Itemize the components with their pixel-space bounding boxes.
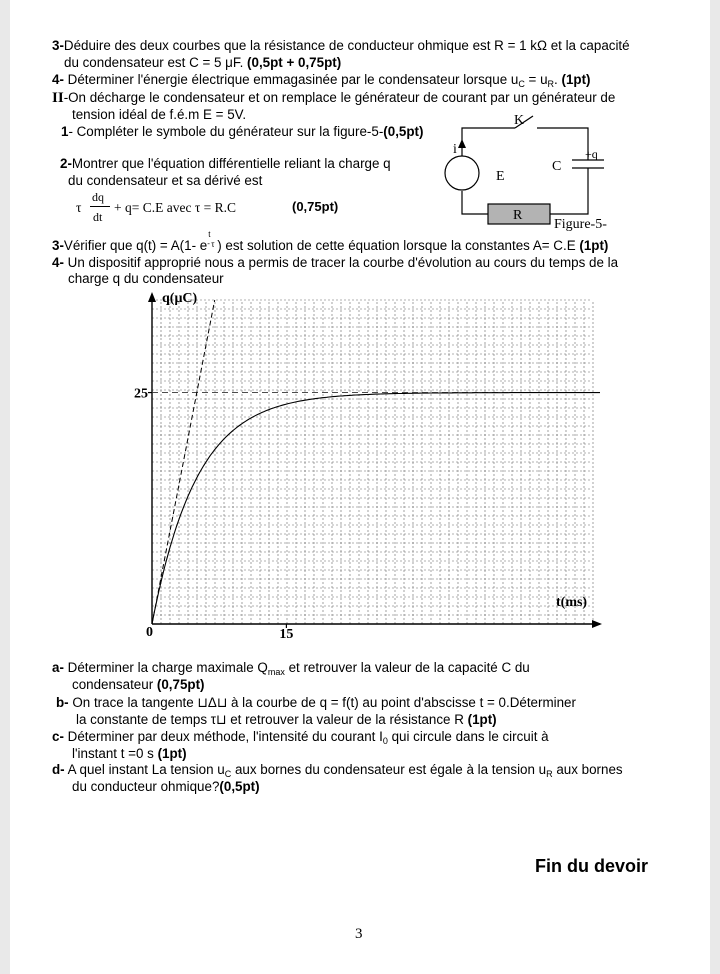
subscript: 0 [382, 736, 388, 746]
origin-label: 0 [146, 625, 153, 640]
current-arrow-icon [458, 139, 466, 148]
question-text: = u [524, 72, 548, 87]
generator-symbol [445, 156, 479, 190]
question-number: 4- [52, 72, 64, 87]
question-text: du condensateur et sa dérivé est [68, 173, 263, 188]
question-a-line2 [72, 677, 205, 693]
current-label: i [453, 142, 457, 157]
points: (0,75pt) [156, 677, 205, 692]
exponent [207, 230, 217, 250]
page-number: 3 [355, 926, 363, 942]
question-text: Déterminer par deux méthode, l'intensité du courant I [67, 729, 383, 744]
question-text: Déterminer l'énergie électrique emmagasinée par le condensateur lorsque u [67, 72, 519, 87]
question-text: charge q du condensateur [68, 271, 224, 286]
question-text: l'instant t =0 s [72, 746, 154, 761]
question-text: ) est solution de cette équation lorsque la constantes A= C.E [217, 238, 576, 253]
x-axis-arrow-icon [592, 620, 602, 628]
part-2-question-1 [61, 124, 423, 140]
charge-label: +q [585, 147, 598, 161]
question-c-line1 [52, 729, 549, 746]
points: (0,75pt) [292, 199, 339, 214]
y-axis-label: q(μC) [162, 291, 198, 306]
question-number: 3- [52, 238, 64, 253]
question-text: condensateur [72, 677, 154, 692]
y-tick-label: 25 [134, 386, 148, 402]
part-2-line2 [72, 107, 246, 123]
question-text: Un dispositif approprié nous a permis de tracer la courbe d'évolution au cours du temps de la [67, 255, 619, 270]
fraction-bar [90, 206, 110, 207]
question-text: aux bornes [552, 762, 623, 777]
figure-caption: Figure-5- [554, 217, 607, 232]
question-b-line1 [56, 695, 576, 711]
question-4 [52, 72, 591, 89]
fraction-numerator: dq [92, 190, 104, 204]
end-of-exam-label: Fin du devoir [535, 856, 649, 876]
points: (1pt) [157, 746, 187, 761]
question-text: . [554, 72, 558, 87]
document-page [10, 0, 710, 974]
subscript: C [518, 79, 525, 89]
subscript: max [267, 667, 285, 677]
question-d-line2 [72, 779, 260, 795]
points: (0,5pt) [219, 779, 260, 794]
question-a-line1 [52, 660, 530, 677]
question-number: 2- [60, 156, 72, 171]
question-text: A quel instant La tension u [67, 762, 225, 777]
x-tick-label: 15 [279, 627, 294, 642]
part-2-question-4-line1 [52, 255, 618, 271]
points: (0,5pt) [383, 124, 424, 139]
question-number: 1 [61, 124, 69, 139]
question-text: - Compléter le symbole du générateur sur la figure-5- [68, 124, 384, 139]
capacitor-label: C [552, 159, 562, 174]
charge-curve [152, 393, 600, 624]
question-3-line1 [52, 38, 630, 54]
part-2-question-2-line2 [68, 173, 262, 189]
points: (1pt) [579, 238, 609, 253]
part-text: tension idéal de f.é.m E = 5V. [72, 107, 247, 122]
tau-symbol: τ [76, 200, 82, 215]
question-text: On trace la tangente ⊔Δ⊔ à la courbe de q = f(t) au point d'abscisse t = 0.Déterminer [72, 695, 576, 710]
question-number: a- [52, 660, 64, 675]
question-d-line1 [52, 762, 623, 779]
points: (0,5pt + 0,75pt) [247, 55, 342, 70]
chart-axes [148, 292, 602, 628]
generator-label: E [496, 169, 505, 184]
question-number: 4- [52, 255, 64, 270]
part-2-line1 [52, 90, 615, 106]
charge-time-chart [110, 284, 610, 644]
part-text: -On décharge le condensateur et on remplace le générateur de courant par un générateur de [63, 90, 616, 105]
chart-grid [152, 300, 593, 624]
resistor-label: R [513, 208, 523, 223]
question-number: 3- [52, 38, 64, 53]
question-text: Vérifier que q(t) = A(1- e [63, 238, 208, 253]
x-axis-label: t(ms) [556, 595, 588, 610]
question-number: b- [56, 695, 69, 710]
subscript: R [547, 79, 555, 89]
exponent-numerator: t [208, 230, 211, 239]
question-text: du condensateur est C = 5 μF. [64, 55, 244, 70]
question-text: Déduire des deux courbes que la résistance de conducteur ohmique est R = 1 kΩ et la capacité [63, 38, 630, 53]
question-text: Montrer que l'équation différentielle reliant la charge q [71, 156, 391, 171]
question-text: du conducteur ohmique? [72, 779, 220, 794]
equation-rest: + q= C.E avec τ = R.C [114, 200, 237, 215]
question-number: d- [52, 762, 65, 777]
exponent-denominator: τ [211, 240, 215, 249]
question-b-line2 [76, 712, 497, 728]
question-text: la constante de temps τ⊔ et retrouver la valeur de la résistance R [76, 712, 464, 727]
part-2-question-3 [52, 230, 609, 254]
subscript: C [224, 769, 232, 779]
question-text: qui circule dans le circuit à [387, 729, 549, 744]
figure-5-circuit [440, 108, 630, 232]
fraction-denominator: dt [93, 210, 103, 224]
question-number: c- [52, 729, 64, 744]
question-text: Déterminer la charge maximale Q [67, 660, 268, 675]
question-text: aux bornes du condensateur est égale à la tension u [231, 762, 547, 777]
y-axis-arrow-icon [148, 292, 156, 302]
question-c-line2 [72, 746, 187, 762]
points: (1pt) [467, 712, 497, 727]
differential-equation [76, 190, 376, 228]
part-2-question-2-line1 [60, 156, 391, 172]
part-number: II [52, 90, 64, 106]
question-3-line2 [64, 55, 341, 71]
subscript: R [546, 769, 553, 779]
exponent-minus: - [207, 239, 210, 248]
points: (1pt) [561, 72, 591, 87]
switch-label: K [514, 113, 525, 128]
question-text: et retrouver la valeur de la capacité C du [284, 660, 530, 675]
